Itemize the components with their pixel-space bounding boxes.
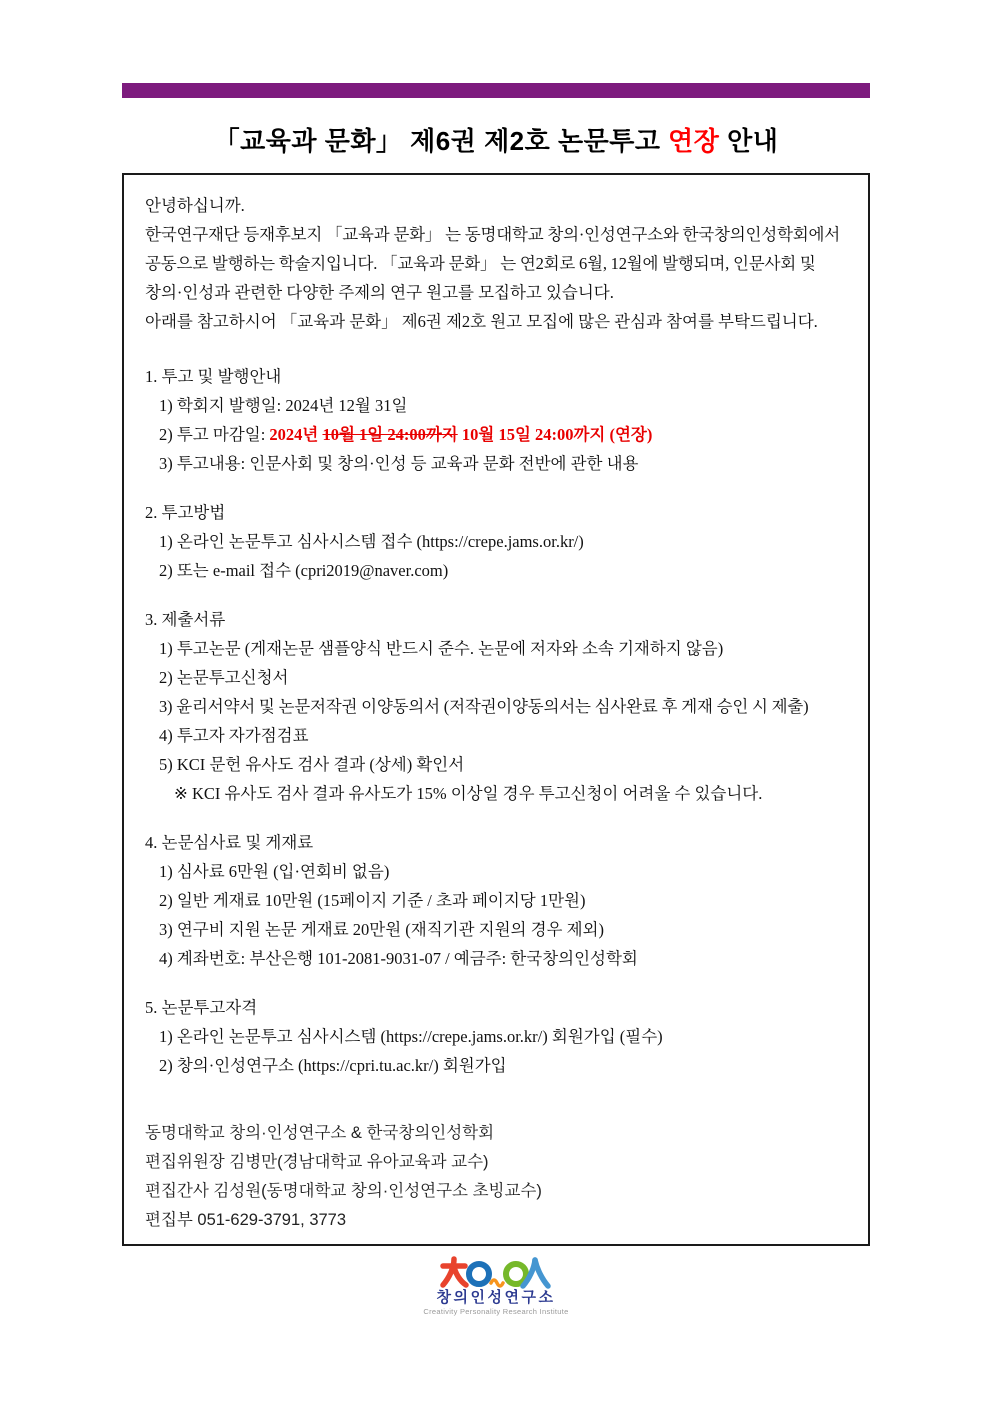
section-title: 3. 제출서류 xyxy=(145,610,226,629)
editorial-phone-line: 편집부 051-629-3791, 3773 xyxy=(145,1211,347,1229)
deadline-new-date: 10월 15일 24:00까지 (연장) xyxy=(457,425,653,444)
list-item: 3) 윤리서약서 및 논문저작권 이양동의서 (저작권이양동의서는 심사완료 후 게재 승인 시 제출) xyxy=(159,697,809,716)
section-title: 5. 논문투고자격 xyxy=(145,998,258,1017)
editor-in-chief-line: 편집위원장 김병만(경남대학교 유아교육과 교수) xyxy=(145,1153,489,1171)
list-item: 1) 학회지 발행일: 2024년 12월 31일 xyxy=(159,396,408,415)
section-title: 1. 투고 및 발행안내 xyxy=(145,367,282,386)
section-title: 2. 투고방법 xyxy=(145,503,226,522)
deadline-label: 2) 투고 마감일: xyxy=(159,425,270,444)
section-eligibility xyxy=(145,993,848,1080)
deadline-line xyxy=(145,420,848,449)
institute-logo xyxy=(0,1256,992,1319)
list-item: 1) 심사료 6만원 (입·연회비 없음) xyxy=(159,862,390,881)
section-fees xyxy=(145,828,848,973)
list-item: 2) 일반 게재료 10만원 (15페이지 기준 / 초과 페이지당 1만원) xyxy=(159,891,586,910)
intro-line: 한국연구재단 등재후보지 「교육과 문화」 는 동명대학교 창의·인성연구소와 한국창의인성학회에서 xyxy=(145,225,840,244)
announcement-box xyxy=(122,173,870,1246)
list-item: 2) 창의·인성연구소 (https://cpri.tu.ac.kr/) 회원가입 xyxy=(159,1056,507,1075)
logo-mark-icon xyxy=(440,1256,552,1289)
editorial-secretary-line: 편집간사 김성원(동명대학교 창의·인성연구소 초빙교수) xyxy=(145,1182,542,1200)
page-title-text: 「교육과 문화」 제6권 제2호 논문투고 xyxy=(213,126,669,156)
intro-line: 아래를 참고하시어 「교육과 문화」 제6권 제2호 원고 모집에 많은 관심과 참여를 부탁드립니다. xyxy=(145,312,818,331)
publisher-line: 동명대학교 창의·인성연구소 & 한국창의인성학회 xyxy=(145,1124,495,1142)
section-required-documents xyxy=(145,605,848,808)
list-item: 2) 또는 e-mail 접수 (cpri2019@naver.com) xyxy=(159,561,449,580)
list-item: 3) 투고내용: 인문사회 및 창의·인성 등 교육과 문화 전반에 관한 내용 xyxy=(159,454,639,473)
section-submission-method xyxy=(145,498,848,585)
list-item: 1) 온라인 논문투고 심사시스템 (https://crepe.jams.or.kr/) 회원가입 (필수) xyxy=(159,1027,663,1046)
top-accent-bar xyxy=(122,83,870,98)
section-submission-schedule xyxy=(145,362,848,478)
list-item: 4) 계좌번호: 부산은행 101-2081-9031-07 / 예금주: 한국창의인성학회 xyxy=(159,949,638,968)
list-item: 3) 연구비 지원 논문 게재료 20만원 (재직기관 지원의 경우 제외) xyxy=(159,920,604,939)
list-item: 4) 투고자 자가점검표 xyxy=(159,726,309,745)
section-title: 4. 논문심사료 및 게재료 xyxy=(145,833,314,852)
list-item: 2) 논문투고신청서 xyxy=(159,668,289,687)
list-item: 1) 투고논문 (게재논문 샘플양식 반드시 준수. 논문에 저자와 소속 기재하지 않음) xyxy=(159,639,724,658)
deadline-year: 2024년 xyxy=(269,425,323,444)
page-title xyxy=(122,121,870,158)
page-title-highlight: 연장 xyxy=(668,126,720,156)
intro-line: 안녕하십니까. xyxy=(145,196,245,215)
logo-institute-name: 창의인성연구소 xyxy=(436,1289,556,1306)
intro-line: 공동으로 발행하는 학술지입니다. 「교육과 문화」 는 연2회로 6월, 12월에 발행되며, 인문사회 및 xyxy=(145,254,816,273)
contact-block xyxy=(145,1119,848,1235)
deadline-old-date: 10월 1일 24:00까지 xyxy=(322,425,458,444)
list-item: 5) KCI 문헌 유사도 검사 결과 (상세) 확인서 xyxy=(159,755,465,774)
intro-line: 창의·인성과 관련한 다양한 주제의 연구 원고를 모집하고 있습니다. xyxy=(145,283,614,302)
page-title-text-suffix: 안내 xyxy=(719,126,779,156)
kci-note: ※ KCI 유사도 검사 결과 유사도가 15% 이상일 경우 투고신청이 어려울 수 있습니다. xyxy=(174,784,763,803)
logo-institute-subtitle: Creativity Personality Research Institute xyxy=(423,1307,569,1316)
list-item: 1) 온라인 논문투고 심사시스템 접수 (https://crepe.jams.or.kr/) xyxy=(159,532,584,551)
intro-paragraph xyxy=(145,191,848,336)
